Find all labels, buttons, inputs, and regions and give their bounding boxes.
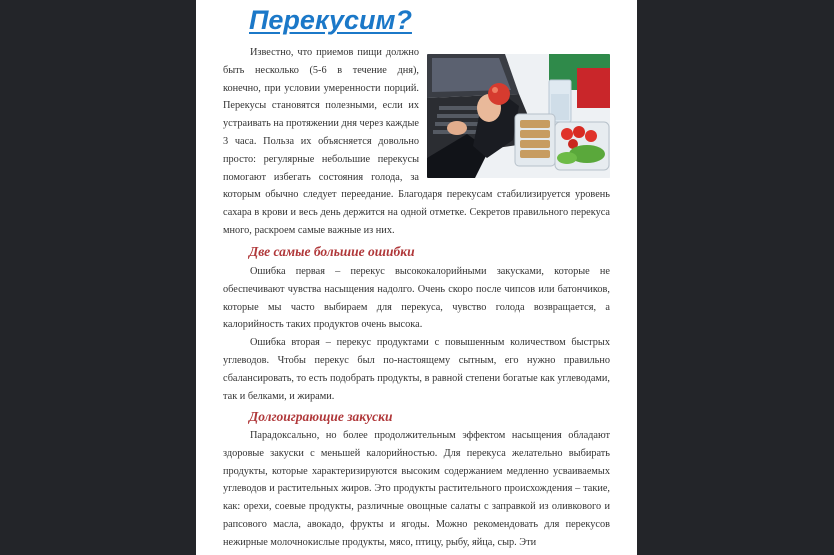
snack-photo (427, 54, 610, 178)
intro-paragraph: Известно, что приемов пищи должно быть несколько (5-6 в течение дня), конечно, при условии умеренности порций. Перекусы становятся полезными, если их устраивать на протяжении дня через каждые 3 часа. Польза их объясняется довольно просто: регулярные небольшие перекусы помогают избегать состояния голода, за которым обычно следует переедание. Благодаря перекусам стабилизируется уровень сахара в крови и весь день держится на одной отметке. Секретов правильного перекуса много, раскроем самые важные из них. (223, 47, 610, 236)
photo-illustration (427, 54, 610, 178)
section-long-snacks (223, 427, 610, 552)
page-title: Перекусим? (249, 5, 412, 35)
section-heading-mistakes: Две самые большие ошибки (249, 244, 415, 259)
paragraph-mistake-two: Ошибка вторая – перекус продуктами с повышенным количеством быстрых углеводов. Чтобы перекус был по-настоящему сытным, его нужно правильно сбалансировать, то есть подобрать продукты, в равной степени богатые как углеводами, так и белками, и жирами. (223, 337, 610, 402)
section-heading-long-snacks: Долгоиграющие закуски (249, 409, 393, 424)
section-mistakes (223, 263, 610, 405)
document-page (196, 0, 637, 555)
intro-block (223, 44, 610, 240)
paragraph-mistake-one: Ошибка первая – перекус высококалорийными закусками, которые не обеспечивают чувства насыщения надолго. Очень скоро после чипсов или батончиков, которые мы часто выбираем для перекуса, чувство голода возвращается, а калорийность таких продуктов очень высока. (223, 266, 610, 331)
paragraph-long-snacks: Парадоксально, но более продолжительным эффектом насыщения обладают здоровые закуски с меньшей калорийностью. Для перекуса желательно выбирать продукты, которые характеризируются высоким содержанием медленно усваиваемых углеводов и растительных жиров. Это продукты растительного происхождения – такие, как: орехи, соевые продукты, различные овощные салаты с заправкой из оливкового и рапсового масла, авокадо, фрукты и ягоды. Можно рекомендовать для перекусов нежирные молочнокислые продукты, мясо, птицу, рыбу, яйца, сыр. Эти (223, 430, 610, 548)
